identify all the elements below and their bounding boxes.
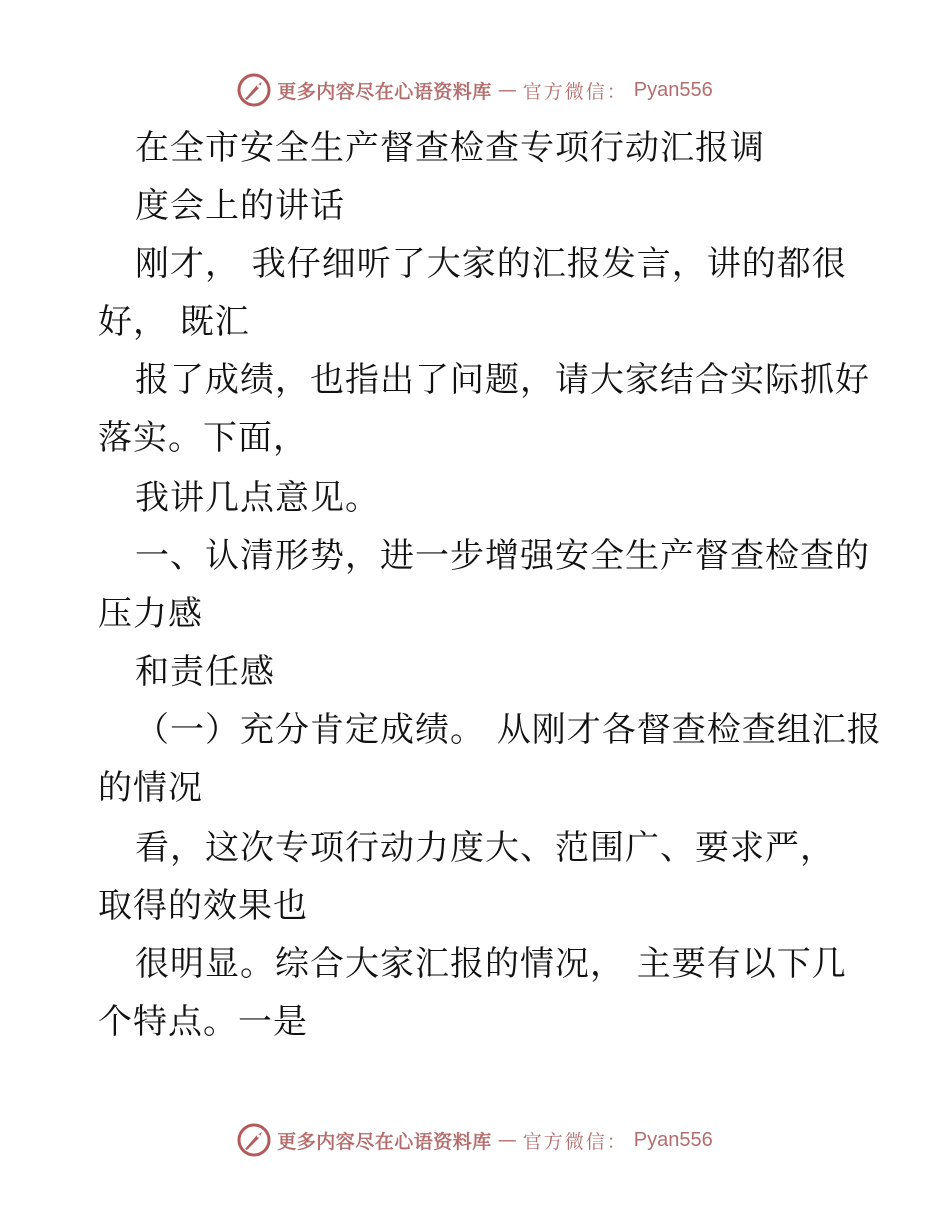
- paragraph-line: 报了成绩，也指出了问题，请大家结合实际抓好: [135, 360, 870, 400]
- paragraph-line: 个特点。一是: [98, 1002, 308, 1042]
- watermark-label: 官方微信：: [522, 1130, 628, 1153]
- watermark-label: 官方微信：: [522, 80, 628, 103]
- watermark-main-text: 更多内容尽在心语资料库: [277, 1130, 492, 1153]
- document-title-line-2: 度会上的讲话: [135, 186, 345, 226]
- watermark-separator: —: [497, 1129, 517, 1151]
- watermark-main-text: 更多内容尽在心语资料库: [277, 80, 492, 103]
- watermark-id: Pyan556: [633, 1128, 713, 1151]
- document-title-line-1: 在全市安全生产督查检查专项行动汇报调: [135, 128, 765, 168]
- watermark-separator: —: [497, 79, 517, 101]
- footer-watermark: [0, 1120, 950, 1160]
- section-heading-line: 压力感: [98, 594, 203, 634]
- paragraph-line: 我讲几点意见。: [135, 478, 380, 518]
- section-heading-line: 和责任感: [135, 652, 275, 692]
- paragraph-line: 刚才， 我仔细听了大家的汇报发言，讲的都很: [135, 244, 847, 284]
- paragraph-line: 好， 既汇: [98, 302, 250, 342]
- watermark-id: Pyan556: [633, 78, 713, 101]
- paragraph-line: 落实。下面，: [98, 418, 308, 458]
- paragraph-line: 很明显。综合大家汇报的情况， 主要有以下几: [135, 944, 847, 984]
- paragraph-line: 看，这次专项行动力度大、范围广、要求严，: [135, 828, 835, 868]
- paragraph-line: 的情况: [98, 768, 203, 808]
- paragraph-line: （一）充分肯定成绩。 从刚才各督查检查组汇报: [135, 710, 882, 750]
- section-heading-line: 一、认清形势，进一步增强安全生产督查检查的: [135, 536, 870, 576]
- pen-nib-logo-icon: [237, 1123, 271, 1157]
- paragraph-line: 取得的效果也: [98, 886, 308, 926]
